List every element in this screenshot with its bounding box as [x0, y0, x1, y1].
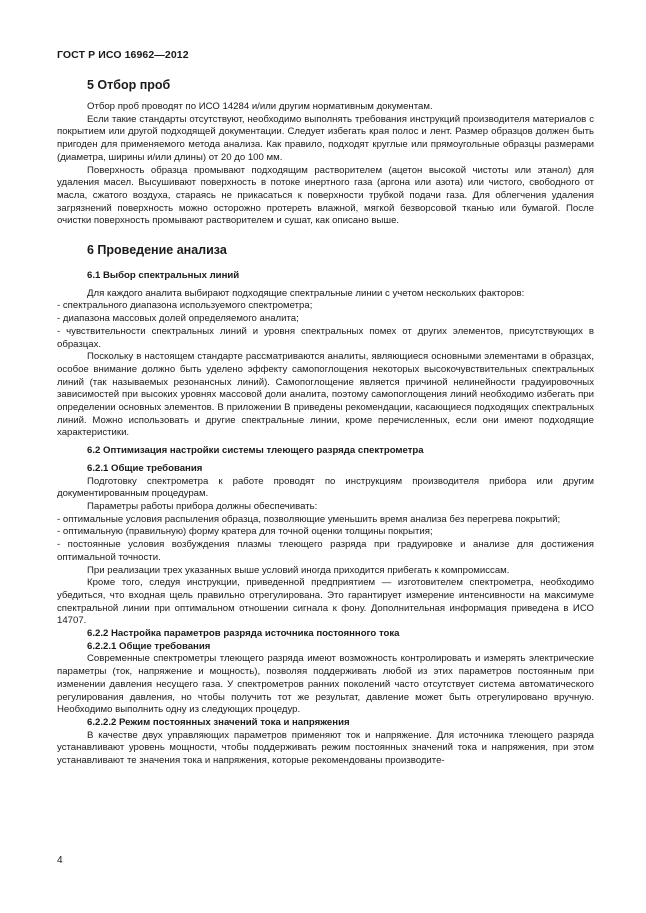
subsection-6-2-1-paragraph: При реализации трех указанных выше условий иногда приходится прибегать к компромиссам. [87, 564, 510, 576]
subsection-6-1-paragraph: Поскольку в настоящем стандарте рассматриваются аналиты, являющиеся основными элементами в образцах, особое внимание должно быть уделено эффекту самопоглощения некоторых высокочувствительных спектральных линий (так называемых резонансных линий). Самопоглощение является причиной нелинейности градуировочных зависимостей при высоких уровнях массовой доли аналита, поэтому самопоглощения линий необходимо избегать при определении основных элементов. В приложении В приведены рекомендации, касающиеся подходящих спектральных линий. Можно использовать и другие спектральные линии, кроме перечисленных, если они имеют подходящие характеристики. [57, 351, 594, 439]
list-item: - постоянные условия возбуждения плазмы тлеющего разряда при градуировке и анализе для достижения оптимальной точности. [57, 539, 594, 563]
subsection-6-2-2-1-heading: 6.2.2.1 Общие требования [87, 640, 211, 652]
subsection-6-2-2-2-heading: 6.2.2.2 Режим постоянных значений тока и напряжения [87, 716, 350, 728]
subsection-6-2-1-paragraph: Подготовку спектрометра к работе проводят по инструкциям производителя прибора или другим документированным процедурам. [57, 475, 594, 500]
document-header: ГОСТ Р ИСО 16962—2012 [57, 49, 189, 61]
section-5-heading: 5 Отбор проб [87, 78, 171, 92]
list-item: - чувствительности спектральных линий и уровня спектральных помех от других элементов, присутствующих в образцах. [57, 325, 594, 350]
subsection-6-1-paragraph: Для каждого аналита выбирают подходящие спектральные линии с учетом нескольких факторов: [87, 287, 525, 299]
list-item: - диапазона массовых долей определяемого аналита; [57, 313, 299, 325]
page-number: 4 [57, 855, 63, 866]
subsection-6-1-heading: 6.1 Выбор спектральных линий [87, 270, 240, 282]
section-6-heading: 6 Проведение анализа [87, 243, 227, 258]
subsection-6-2-1-paragraph: Параметры работы прибора должны обеспечивать: [87, 500, 318, 512]
subsection-6-2-2-2-paragraph: В качестве двух управляющих параметров применяют ток и напряжение. Для источника тлеющего разряда устанавливают уровень мощности, чтобы поддерживать режим постоянных значений тока и напряжения, при этом устанавливают те значения тока и напряжения, которые рекомендованы производите- [57, 729, 594, 767]
list-item: - спектрального диапазона используемого спектрометра; [57, 300, 313, 312]
section-5-paragraph: Отбор проб проводят по ИСО 14284 и/или другим нормативным документам. [87, 101, 433, 112]
list-item: - оптимальную (правильную) форму кратера для точной оценки толщины покрытия; [57, 526, 433, 538]
subsection-6-2-1-paragraph: Кроме того, следуя инструкции, приведенной предприятием — изготовителем спектрометра, необходимо убедиться, что входная щель правильно отрегулирована. Это гарантирует измерение интенсивности на максимуме спектральной линии при оптимальном отношении сигнала к фону. Дополнительная информация приведена в ИСО 14707. [57, 577, 594, 627]
subsection-6-2-1-heading: 6.2.1 Общие требования [87, 462, 203, 474]
subsection-6-2-2-1-paragraph: Современные спектрометры тлеющего разряда имеют возможность контролировать и измерять электрические параметры (ток, напряжение и мощность), позволяя поддерживать любой из этих параметров постоянным при изменении давления несущего газа. У спектрометров ранних поколений часто отсутствует система автоматического регулирования давления, но чтобы получить тот же результат, давление может быть отрегулировано вручную. Необходимо выполнить одну из следующих процедур. [57, 653, 594, 716]
section-5-paragraph: Если такие стандарты отсутствуют, необходимо выполнять требования инструкций производителя материалов с покрытием или другой подходящей документации. Следует избегать края полос и лент. Размер образцов должен быть пригоден для применяемого метода анализа. Как правило, подходят круглые или прямоугольные образцы размерами (диаметра, ширины и/или длины) от 20 до 100 мм. [57, 113, 594, 163]
document-body [57, 78, 594, 768]
list-item: - оптимальные условия распыления образца, позволяющие уменьшить время анализа без перегрева покрытий; [57, 513, 561, 525]
subsection-6-2-2-heading: 6.2.2 Настройка параметров разряда источника постоянного тока [87, 628, 400, 640]
section-5-paragraph: Поверхность образца промывают подходящим растворителем (ацетон высокой чистоты или этанол) для удаления масел. Высушивают поверхность в потоке инертного газа (аргона или азота) или чистого, свободного от масла, сжатого воздуха, стараясь не прикасаться к поверхности трубкой подачи газа. Для облегчения удаления загрязнений поверхность можно осторожно протереть влажной, мягкой безворсовой тканью или бумагой. После очистки поверхность промывают растворителем и сушат, как описано выше. [57, 164, 594, 227]
subsection-6-2-heading: 6.2 Оптимизация настройки системы тлеющего разряда спектрометра [87, 445, 424, 457]
